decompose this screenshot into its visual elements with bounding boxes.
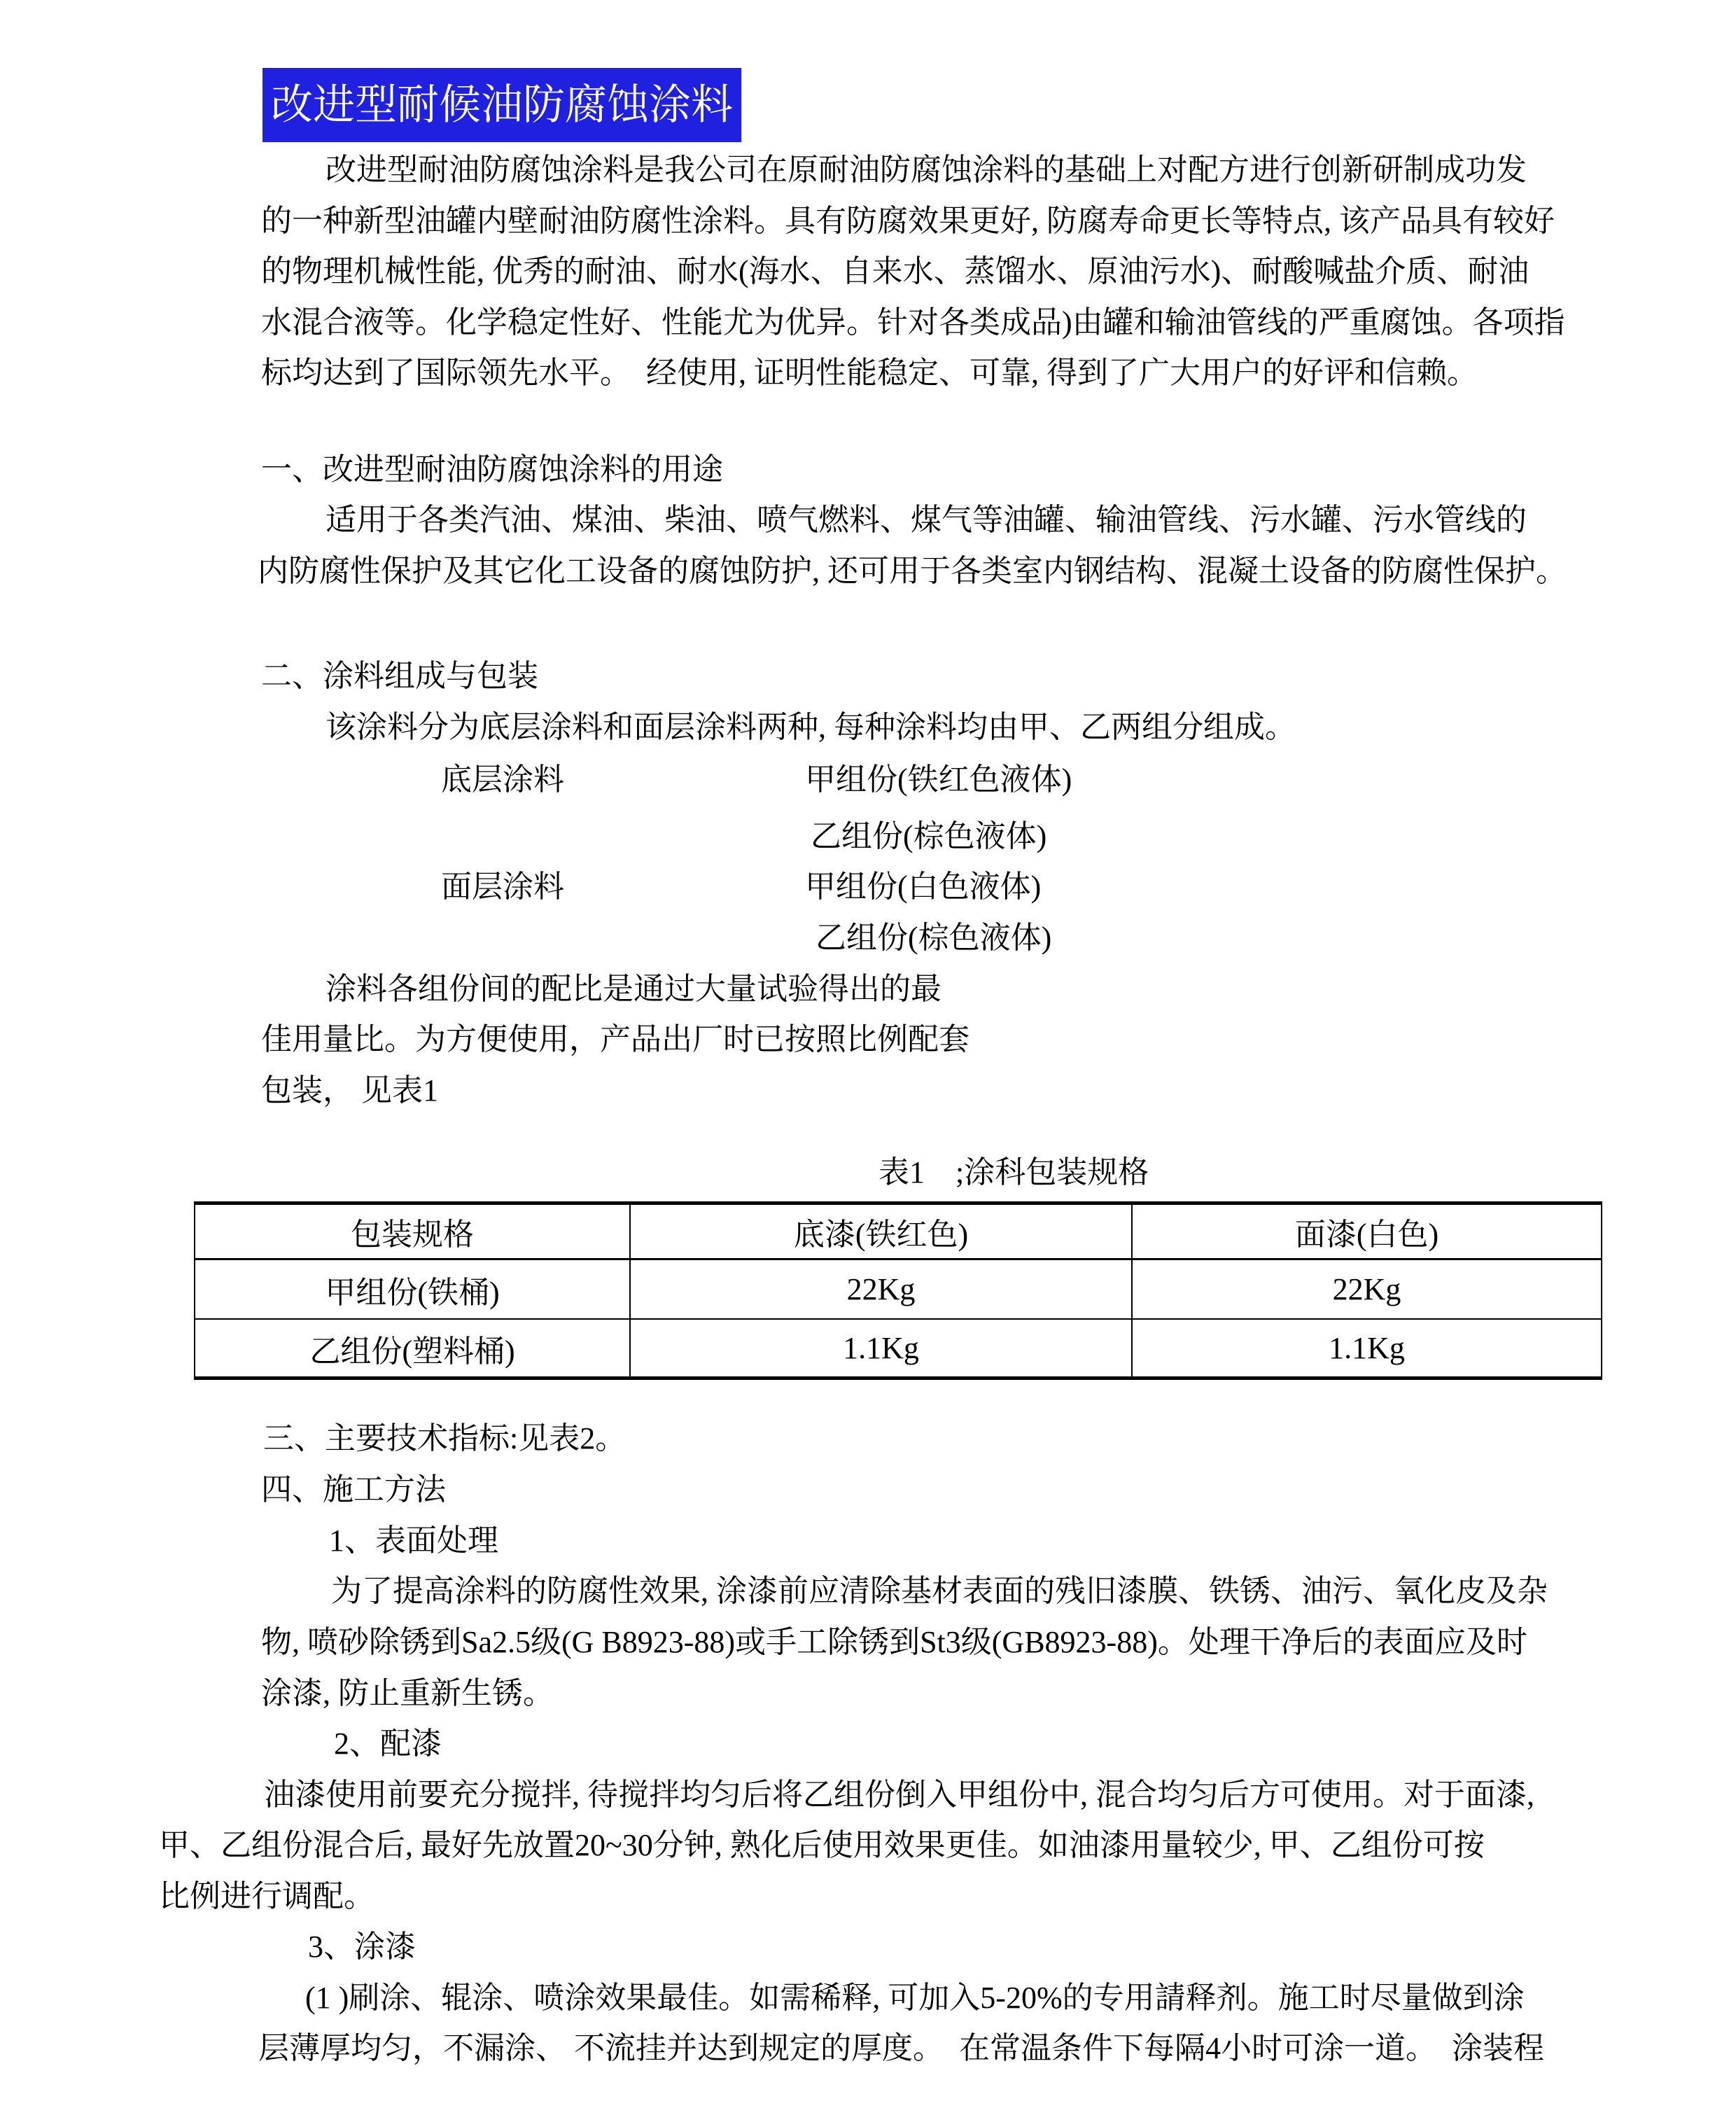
note-line: 包装， 见表1 [261,1073,438,1108]
table-caption: 表1 ;涂科包装规格 [878,1155,1149,1189]
table-cell: 乙组份(塑料桶) [195,1319,630,1378]
note-line: 涂料各组份间的配比是通过大量试验得出的最 [326,972,941,1006]
intro-line: 改进型耐油防腐蚀涂料是我公司在原耐油防腐蚀涂料的基础上对配方进行创新研制成功发 [326,153,1527,187]
sub-heading-surface-prep: 1、表面处理 [329,1523,498,1558]
component-value: 甲组份(白色液体) [805,870,1042,904]
table-header-row [195,1203,1602,1259]
table-row [195,1319,1602,1378]
component-label: 底层涂料 [441,762,564,797]
table-cell: 1.1Kg [630,1319,1132,1378]
section3-heading: 三、主要技术指标:见表2。 [263,1421,626,1456]
intro-line: 标均达到了国际领先水平。 经使用, 证明性能稳定、可靠, 得到了广大用户的好评和信赖。 [261,356,1478,390]
table-row [195,1259,1602,1320]
table-header-cell: 底漆(铁红色) [630,1203,1132,1259]
section1-line: 适用于各类汽油、煤油、柴油、喷气燃料、煤气等油罐、输油管线、污水罐、污水管线的 [326,503,1527,537]
section4-line: 物, 喷砂除锈到Sa2.5级(G B8923-88)或手工除锈到St3级(GB8923-88)。处理干净后的表面应及时 [261,1625,1527,1659]
table-cell: 22Kg [1132,1259,1602,1320]
component-value: 甲组份(铁红色液体) [805,762,1072,797]
table-cell: 22Kg [630,1259,1132,1320]
section4-heading: 四、施工方法 [261,1472,446,1507]
table-header-cell: 包装规格 [195,1203,630,1259]
table-cell: 1.1Kg [1132,1319,1602,1378]
section2-heading: 二、涂料组成与包装 [261,659,538,693]
section4-line: 甲、乙组份混合后, 最好先放置20~30分钟, 熟化后使用效果更佳。如油漆用量较少, 甲、乙组份可按 [159,1828,1485,1862]
component-value: 乙组份(棕色液体) [811,819,1047,853]
section2-intro: 该涂料分为底层涂料和面层涂料两种, 每种涂料均由甲、乙两组分组成。 [326,710,1296,744]
sub-heading-apply-paint: 3、涂漆 [308,1929,416,1964]
document-title: 改进型耐候油防腐蚀涂料 [262,68,741,142]
table-cell: 甲组份(铁桶) [195,1259,630,1320]
intro-line: 的物理机械性能, 优秀的耐油、耐水(海水、自来水、蒸馏水、原油污水)、耐酸喊盐介质、耐油 [261,254,1530,288]
section4-line: 油漆使用前要充分搅拌, 待搅拌均匀后将乙组份倒入甲组份中, 混合均匀后方可使用。对于面漆, [264,1778,1534,1812]
section1-heading: 一、改进型耐油防腐蚀涂料的用途 [261,452,723,487]
note-line: 佳用量比。为方便使用，产品出厂时已按照比例配套 [261,1022,969,1056]
packing-spec-table [194,1201,1602,1380]
section4-line: 涂漆, 防止重新生锈。 [261,1676,554,1710]
section4-line: 为了提高涂料的防腐性效果, 涂漆前应清除基材表面的残旧漆膜、铁锈、油污、氧化皮及杂 [331,1574,1548,1608]
intro-line: 的一种新型油罐内壁耐油防腐性涂料。具有防腐效果更好, 防腐寿命更长等特点, 该产品具有较好 [261,204,1555,238]
section1-line: 内防腐性保护及其它化工设备的腐蚀防护, 还可用于各类室内钢结构、混凝土设备的防腐性保护。 [258,554,1567,588]
section4-line: (1 )刷涂、辊涂、喷涂效果最佳。如需稀释, 可加入5-20%的专用請释剂。施工时尽量做到涂 [305,1981,1525,2015]
section4-line: 比例进行调配。 [159,1879,374,1913]
sub-heading-mix-paint: 2、配漆 [334,1726,442,1761]
intro-line: 水混合液等。化学稳定性好、性能尤为优异。针对各类成品)由罐和输油管线的严重腐蚀。各项指 [261,305,1565,340]
table-header-cell: 面漆(白色) [1132,1203,1602,1259]
section4-line: 层薄厚均匀，不漏涂、 不流挂并达到规定的厚度。 在常温条件下每隔4小时可涂一道。 涂装程 [258,2031,1544,2065]
component-label: 面层涂料 [441,870,564,904]
component-value: 乙组份(棕色液体) [816,921,1052,955]
